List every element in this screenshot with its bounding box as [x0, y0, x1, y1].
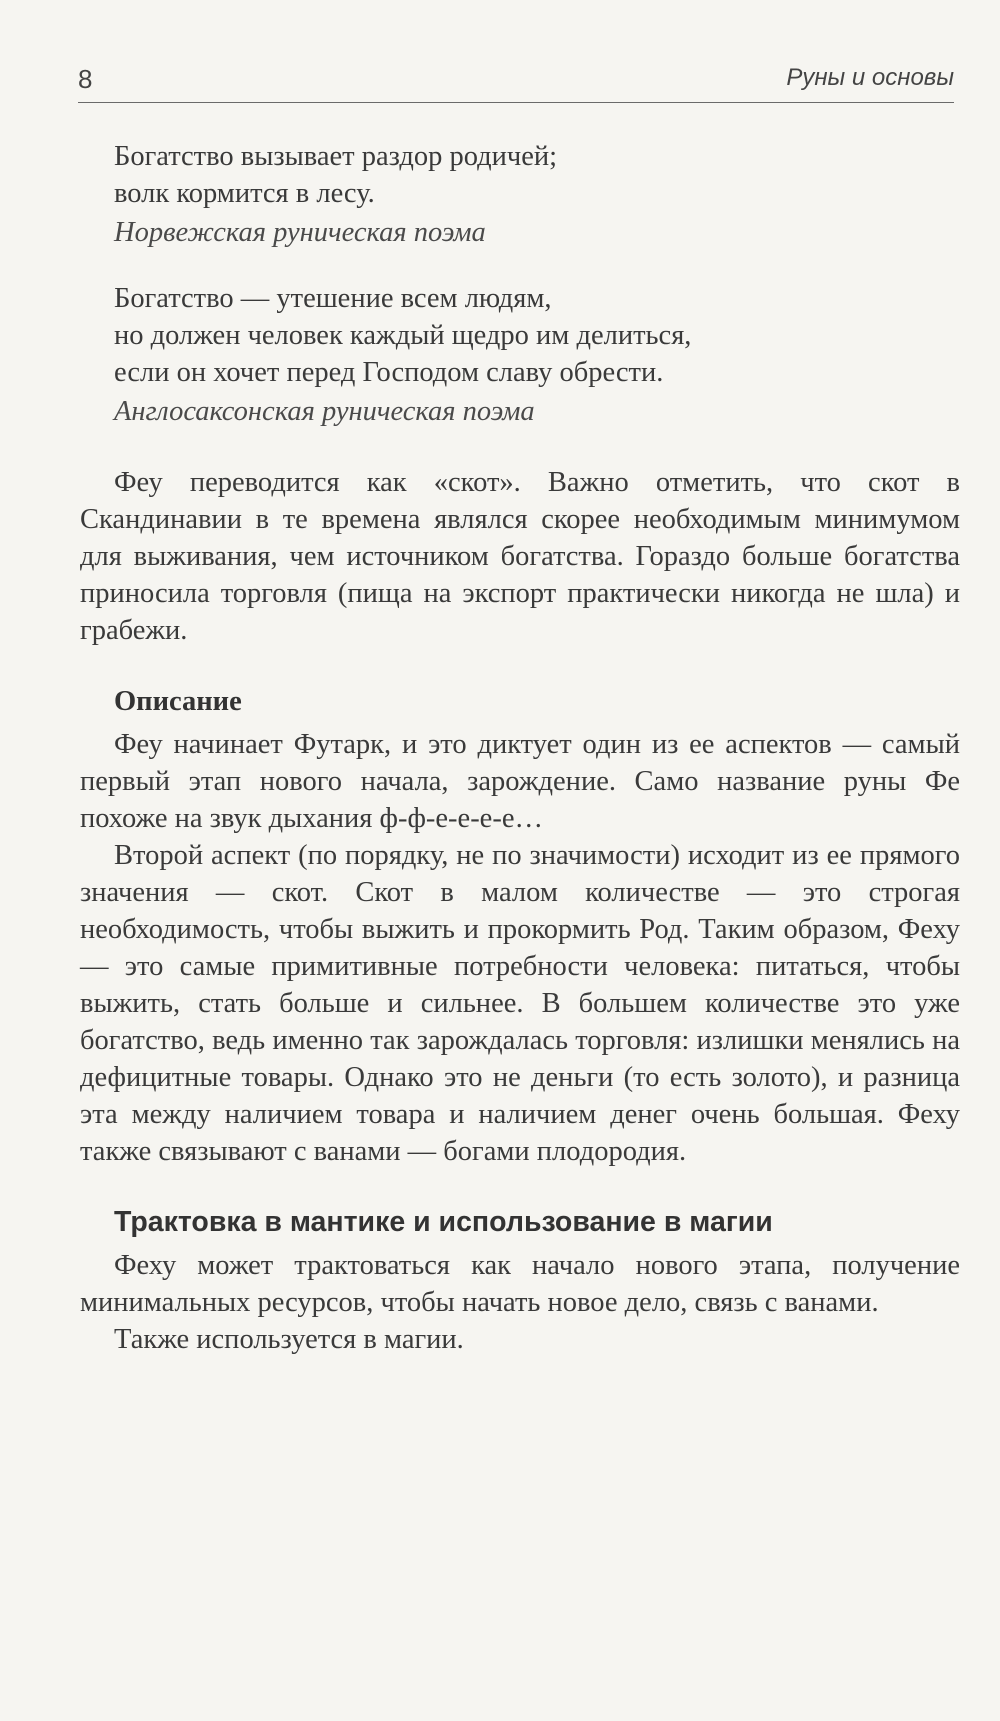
epigraph-line: если он хочет перед Господом славу обрести.	[114, 357, 664, 388]
description-paragraph: Второй аспект (по порядку, не по значимости) исходит из ее прямого значения — скот. Скот в малом количестве — это строгая необходимость, чтобы выжить и прокормить Род. Таким образом, Феху — это самые примитивные потребности человека: питаться, чтобы выжить, стать больше и сильнее. В большем количестве это уже богатство, ведь именно так зарождалась торговля: излишки менялись на дефицитные товары. Однако это не деньги (то есть золото), и разница эта между наличием товара и наличием денег очень большая. Феху также связывают с ванами — богами плодородия.	[80, 840, 960, 1167]
epigraph-line: Богатство вызывает раздор родичей;	[114, 141, 558, 172]
epigraph-line: Богатство — утешение всем людям,	[114, 283, 552, 314]
epigraph-line: волк кормится в лесу.	[114, 178, 375, 209]
running-title: Руны и основы	[786, 64, 954, 91]
intro-paragraph: Феу переводится как «скот». Важно отметить, что скот в Скандинавии в те времена являлся скорее необходимым минимумом для выживания, чем источником богатства. Гораздо больше богатства приносила торговля (пища на экспорт практически никогда не шла) и грабежи.	[80, 467, 960, 646]
page-content	[80, 138, 960, 1358]
epigraph-norwegian	[114, 138, 960, 251]
epigraph-line: но должен человек каждый щедро им делиться,	[114, 320, 692, 351]
epigraph-anglosaxon	[114, 280, 960, 430]
usage-paragraph: Также используется в магии.	[114, 1324, 464, 1355]
page-header	[78, 62, 954, 103]
usage-paragraph: Феху может трактоваться как начало нового этапа, получение минимальных ресурсов, чтобы начать новое дело, связь с ванами.	[80, 1250, 960, 1318]
description-paragraph: Феу начинает Футарк, и это диктует один из ее аспектов — самый первый этап нового начала, зарождение. Само название руны Фе похоже на звук дыхания ф-ф-е-е-е-е…	[80, 729, 960, 834]
section-heading-description: Описание	[114, 686, 242, 717]
section-heading-usage: Трактовка в мантике и использование в магии	[114, 1206, 773, 1238]
page-number: 8	[78, 64, 93, 94]
epigraph-source: Норвежская руническая поэма	[114, 217, 486, 248]
epigraph-source: Англосаксонская руническая поэма	[114, 396, 535, 427]
